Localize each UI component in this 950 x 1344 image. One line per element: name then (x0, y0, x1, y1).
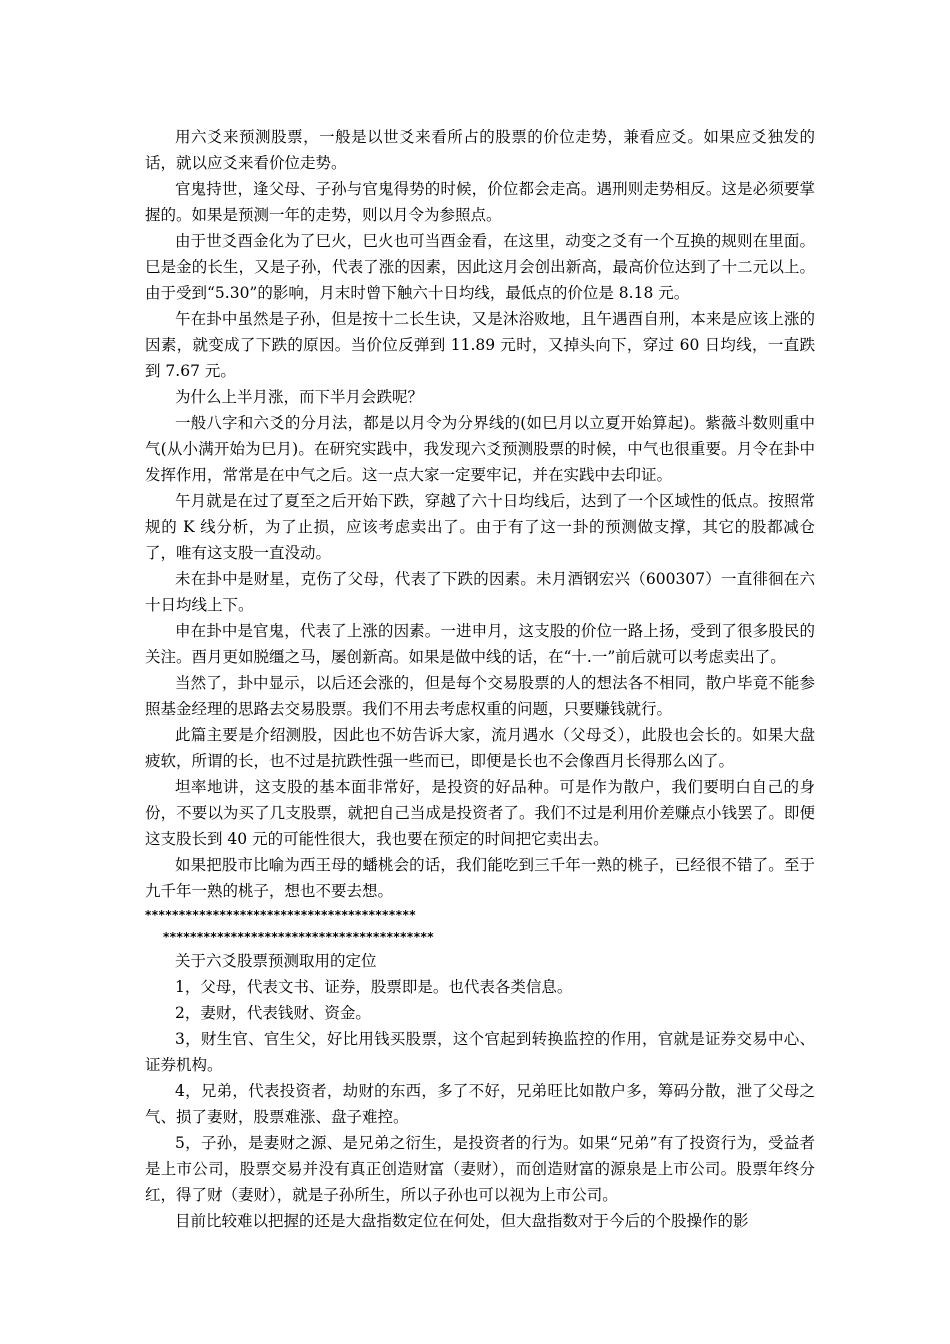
section-heading: 关于六爻股票预测取用的定位 (175, 952, 377, 970)
paragraph: 当然了，卦中显示，以后还会涨的，但是每个交易股票的人的想法各不相同，散户毕竟不能参照基金经理的思路去交易股票。我们不用去考虑权重的问题，只要赚钱就行。 (145, 674, 815, 718)
list-item: 3，财生官、官生父，好比用钱买股票，这个官起到转换监控的作用，官就是证券交易中心、证券机构。 (145, 1030, 815, 1074)
paragraph: 此篇主要是介绍测股，因此也不妨告诉大家，流月遇水（父母爻），此股也会长的。如果大盘疲软，所谓的长，也不过是抗跌性强一些而已，即便是长也不会像酉月长得那么凶了。 (145, 726, 815, 770)
paragraph: 如果把股市比喻为西王母的蟠桃会的话，我们能吃到三千年一熟的桃子，已经很不错了。至于九千年一熟的桃子，想也不要去想。 (145, 856, 815, 900)
paragraph: 一般八字和六爻的分月法，都是以月令为分界线的(如巳月以立夏开始算起)。紫薇斗数则重中气(从小满开始为巳月)。在研究实践中，我发现六爻预测股票的时候，中气也很重要。月令在卦中发挥作用，常常是在中气之后。这一点大家一定要牢记，并在实践中去印证。 (145, 414, 815, 484)
paragraph: 由于世爻酉金化为了巳火，巳火也可当酉金看，在这里，动变之爻有一个互换的规则在里面。巳是金的长生，又是子孙，代表了涨的因素，因此这月会创出新高，最高价位达到了十二元以上。由于受到“5.30”的影响，月末时曾下触六十日均线，最低点的价位是 8.18 元。 (145, 232, 815, 302)
paragraph: 坦率地讲，这支股的基本面非常好，是投资的好品种。可是作为散户，我们要明白自己的身份，不要以为买了几支股票，就把自己当成是投资者了。我们不过是利用价差赚点小钱罢了。即便这支股长到 40 元的可能性很大，我也要在预定的时间把它卖出去。 (145, 778, 815, 848)
paragraph: 用六爻来预测股票，一般是以世爻来看所占的股票的价位走势，兼看应爻。如果应爻独发的话，就以应爻来看价位走势。 (145, 128, 815, 172)
paragraph: 午在卦中虽然是子孙，但是按十二长生诀，又是沐浴败地，且午遇酉自刑，本来是应该上涨的因素，就变成了下跌的原因。当价位反弹到 11.89 元时，又掉头向下，穿过 60 日均线，一直跌到 7.67 元。 (145, 310, 815, 380)
list-item: 2，妻财，代表钱财、资金。 (175, 1004, 371, 1022)
separator-line: **************************************** (163, 930, 435, 944)
document-body (145, 124, 815, 1234)
list-item: 1，父母，代表文书、证券，股票即是。也代表各类信息。 (175, 978, 573, 996)
paragraph: 申在卦中是官鬼，代表了上涨的因素。一进申月，这支股的价位一路上扬，受到了很多股民的关注。酉月更如脱缰之马，屡创新高。如果是做中线的话，在“十.一”前后就可以考虑卖出了。 (145, 622, 815, 666)
paragraph: 午月就是在过了夏至之后开始下跌，穿越了六十日均线后，达到了一个区域性的低点。按照常规的 K 线分析，为了止损，应该考虑卖出了。由于有了这一卦的预测做支撑，其它的股都减仓了，唯有这支股一直没动。 (145, 492, 815, 562)
paragraph: 官鬼持世，逢父母、子孙与官鬼得势的时候，价位都会走高。遇刑则走势相反。这是必须要掌握的。如果是预测一年的走势，则以月令为参照点。 (145, 180, 815, 224)
paragraph: 目前比较难以把握的还是大盘指数定位在何处，但大盘指数对于今后的个股操作的影 (175, 1212, 749, 1230)
separator-line: **************************************** (145, 908, 417, 922)
paragraph: 为什么上半月涨，而下半月会跌呢？ (175, 388, 424, 406)
list-item: 5，子孙，是妻财之源、是兄弟之衍生，是投资者的行为。如果“兄弟”有了投资行为，受益者是上市公司，股票交易并没有真正创造财富（妻财），而创造财富的源泉是上市公司。股票年终分红，得了财（妻财），就是子孙所生，所以子孙也可以视为上市公司。 (145, 1134, 815, 1204)
list-item: 4，兄弟，代表投资者，劫财的东西，多了不好，兄弟旺比如散户多，筹码分散，泄了父母之气、损了妻财，股票难涨、盘子难控。 (145, 1082, 815, 1126)
paragraph: 未在卦中是财星，克伤了父母，代表了下跌的因素。未月酒钢宏兴（600307）一直徘徊在六十日均线上下。 (145, 570, 815, 614)
